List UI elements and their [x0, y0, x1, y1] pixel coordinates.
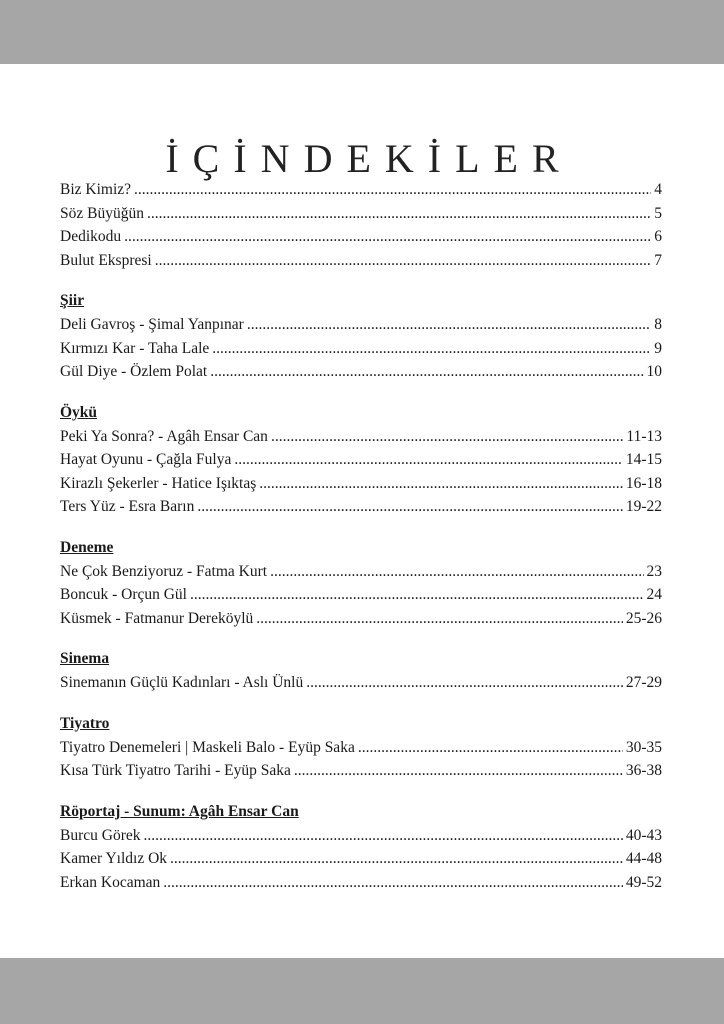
toc-section — [60, 178, 662, 272]
entry-page-number: 8 — [654, 316, 662, 333]
entry-title: Bulut Ekspresi — [60, 251, 152, 269]
entry-title: Söz Büyüğün — [60, 204, 144, 222]
section-heading: Deneme — [60, 538, 114, 556]
entry-page-number: 23 — [646, 562, 662, 580]
entry-title: Deli Gavroş - Şimal Yanpınar — [60, 316, 244, 333]
entry-page-number: 27-29 — [625, 674, 662, 691]
toc-entry — [60, 425, 662, 449]
entry-page-number: 30-35 — [625, 738, 662, 756]
entry-title: Sinemanın Güçlü Kadınları - Aslı Ünlü — [60, 674, 304, 691]
entry-page-number: 16-18 — [625, 474, 662, 492]
toc-section — [60, 536, 662, 631]
toc-section — [60, 800, 662, 895]
toc-entry — [60, 847, 662, 871]
entry-title: Hayat Oyunu - Çağla Fulya — [60, 451, 232, 468]
entry-page-number: 14-15 — [625, 451, 662, 468]
dot-leader — [134, 178, 651, 202]
entry-page-number: 19-22 — [625, 498, 662, 515]
section-heading: Şiir — [60, 292, 85, 309]
section-heading: Tiyatro — [60, 714, 110, 732]
dot-leader — [190, 583, 644, 607]
table-of-contents — [60, 178, 662, 894]
entry-page-number: 7 — [654, 251, 662, 269]
entry-page-number: 4 — [654, 181, 662, 198]
entry-title: Kirazlı Şekerler - Hatice Işıktaş — [60, 474, 257, 492]
entry-page-number: 36-38 — [625, 762, 662, 779]
entry-title: Biz Kimiz? — [60, 181, 132, 198]
toc-entry — [60, 736, 662, 760]
entry-page-number: 10 — [646, 363, 662, 380]
dot-leader — [144, 824, 623, 848]
entry-title: Dedikodu — [60, 228, 122, 245]
section-heading: Öykü — [60, 403, 98, 421]
entry-page-number: 44-48 — [625, 850, 662, 867]
dot-leader — [155, 249, 652, 273]
dot-leader — [259, 472, 623, 496]
header-band — [0, 0, 724, 64]
toc-entry — [60, 360, 662, 384]
entry-title: Boncuk - Orçun Gül — [60, 586, 187, 603]
entry-title: Burcu Görek — [60, 826, 141, 844]
dot-leader — [270, 560, 643, 584]
toc-entry — [60, 495, 662, 519]
dot-leader — [212, 337, 651, 361]
entry-page-number: 11-13 — [626, 427, 662, 445]
entry-title: Tiyatro Denemeleri | Maskeli Balo - Eyüp Saka — [60, 738, 355, 756]
dot-leader — [306, 671, 623, 695]
toc-entry — [60, 671, 662, 695]
toc-entry — [60, 583, 662, 607]
entry-title: Kırmızı Kar - Taha Lale — [60, 339, 210, 357]
entry-title: Peki Ya Sonra? - Agâh Ensar Can — [60, 427, 268, 445]
toc-entry — [60, 472, 662, 496]
footer-band — [0, 958, 724, 1024]
dot-leader — [170, 847, 623, 871]
toc-entry — [60, 560, 662, 584]
toc-entry — [60, 824, 662, 848]
entry-page-number: 40-43 — [625, 826, 662, 844]
dot-leader — [234, 448, 623, 472]
toc-section — [60, 401, 662, 519]
toc-entry — [60, 313, 662, 337]
toc-section — [60, 712, 662, 783]
entry-title: Ne Çok Benziyoruz - Fatma Kurt — [60, 562, 268, 580]
toc-entry — [60, 202, 662, 226]
entry-title: Kısa Türk Tiyatro Tarihi - Eyüp Saka — [60, 762, 291, 779]
dot-leader — [271, 425, 623, 449]
dot-leader — [163, 871, 623, 895]
toc-entry — [60, 448, 662, 472]
entry-title: Küsmek - Fatmanur Dereköylü — [60, 609, 254, 627]
toc-section — [60, 647, 662, 695]
toc-entry — [60, 225, 662, 249]
page-title: İÇİNDEKİLER — [165, 135, 573, 181]
toc-entry — [60, 759, 662, 783]
entry-page-number: 25-26 — [625, 609, 662, 627]
toc-entry — [60, 337, 662, 361]
entry-title: Ters Yüz - Esra Barın — [60, 498, 195, 515]
dot-leader — [294, 759, 623, 783]
dot-leader — [197, 495, 622, 519]
entry-page-number: 49-52 — [625, 873, 662, 891]
dot-leader — [256, 607, 623, 631]
toc-section — [60, 289, 662, 384]
dot-leader — [247, 313, 651, 337]
entry-title: Erkan Kocaman — [60, 873, 161, 891]
entry-title: Kamer Yıldız Ok — [60, 850, 168, 867]
entry-page-number: 5 — [654, 204, 662, 222]
dot-leader — [210, 360, 643, 384]
dot-leader — [147, 202, 651, 226]
dot-leader — [124, 225, 651, 249]
entry-page-number: 6 — [654, 228, 662, 245]
toc-entry — [60, 249, 662, 273]
entry-page-number: 24 — [646, 586, 662, 603]
entry-title: Gül Diye - Özlem Polat — [60, 363, 208, 380]
section-heading: Röportaj - Sunum: Agâh Ensar Can — [60, 802, 299, 820]
toc-entry — [60, 178, 662, 202]
toc-entry — [60, 607, 662, 631]
entry-page-number: 9 — [654, 339, 662, 357]
section-heading: Sinema — [60, 650, 110, 667]
toc-entry — [60, 871, 662, 895]
dot-leader — [358, 736, 623, 760]
